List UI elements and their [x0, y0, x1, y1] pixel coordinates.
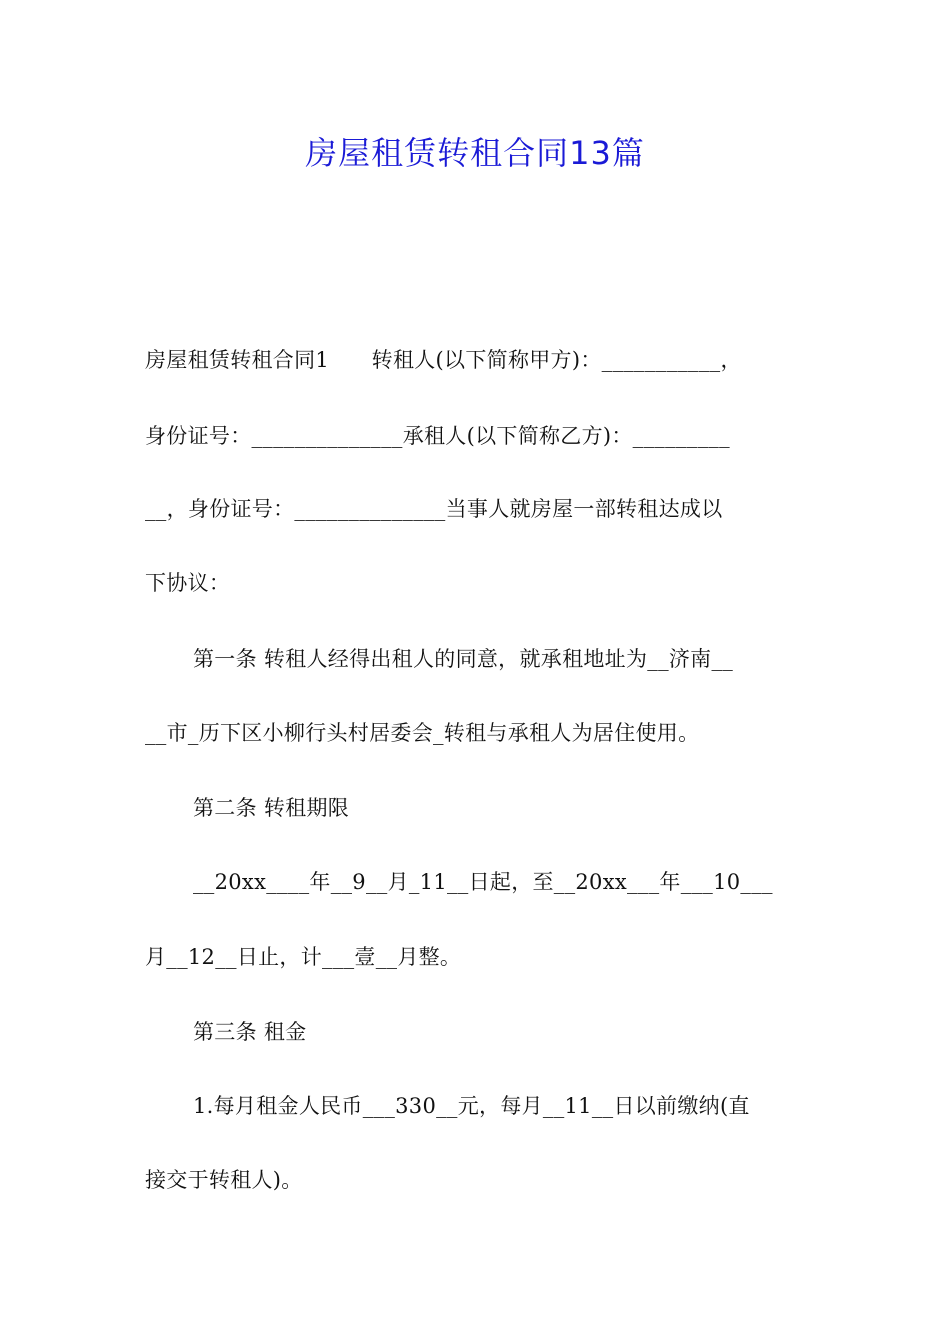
article-2-heading: 第二条 转租期限	[193, 796, 350, 820]
article-3-heading: 第三条 租金	[193, 1020, 307, 1044]
paragraph-line-2: 身份证号：______________承租人(以下简称乙方)：_________	[145, 424, 730, 448]
term-line-2: 月__12__日止，计___壹__月整。	[145, 945, 462, 969]
rent-line-2: 接交于转租人)。	[145, 1168, 303, 1192]
paragraph-line-1: 房屋租赁转租合同1 转租人(以下简称甲方)：___________，	[145, 348, 742, 372]
term-line-1: __20xx____年__9__月_11__日起，至__20xx___年___10___	[193, 870, 773, 894]
paragraph-line-3: __，身份证号：______________当事人就房屋一部转租达成以	[145, 497, 723, 521]
article-1-line-2: __市_历下区小柳行头村居委会_转租与承租人为居住使用。	[145, 721, 700, 745]
paragraph-line-4: 下协议：	[145, 571, 231, 595]
article-1-line-1: 第一条 转租人经得出租人的同意，就承租地址为__济南__	[193, 647, 734, 671]
rent-line-1: 1.每月租金人民币___330__元，每月__11__日以前缴纳(直	[193, 1094, 750, 1118]
document-title: 房屋租赁转租合同13篇	[305, 134, 645, 172]
